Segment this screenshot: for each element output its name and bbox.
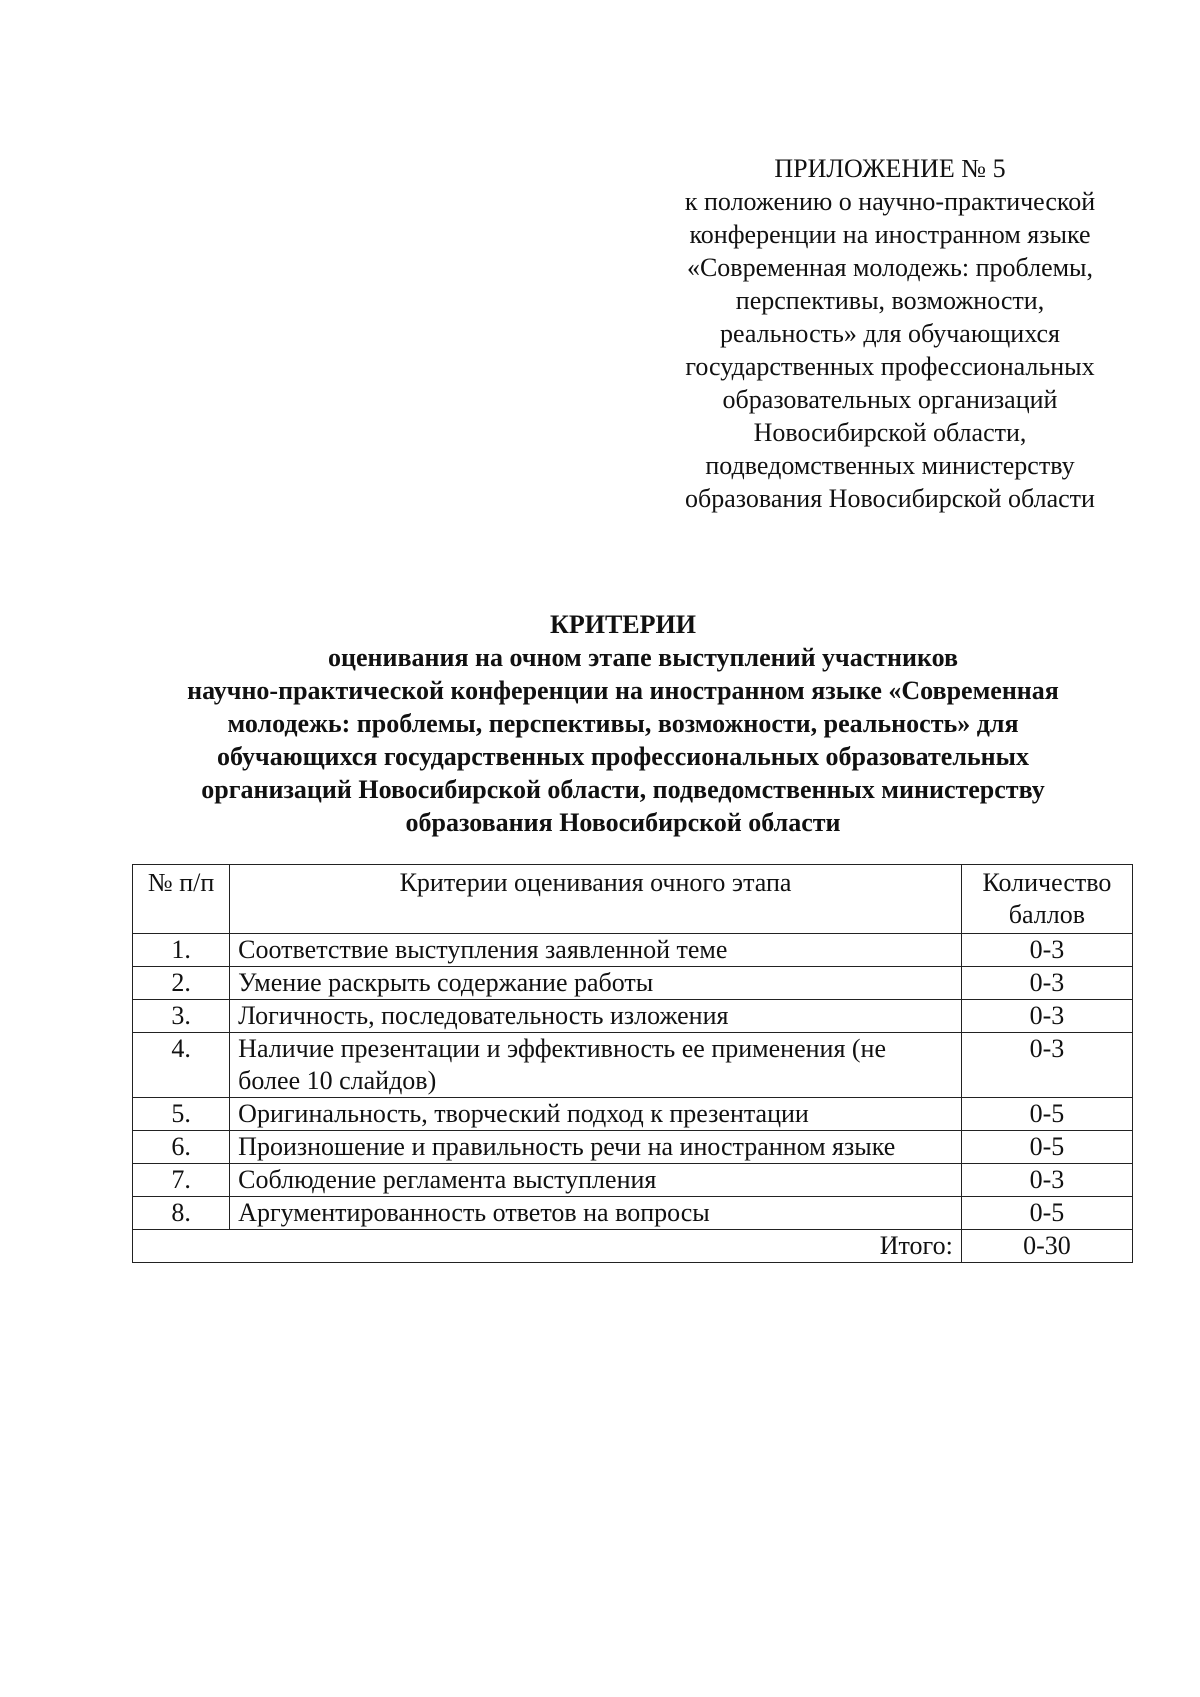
row-criterion: Умение раскрыть содержание работы bbox=[230, 967, 962, 1000]
title-line: образования Новосибирской области bbox=[405, 808, 841, 837]
table-row bbox=[133, 1098, 1133, 1131]
appendix-line: государственных профессиональных bbox=[685, 352, 1095, 381]
title-line: обучающихся государственных профессиональных образовательных bbox=[217, 742, 1029, 771]
appendix-line: образовательных организаций bbox=[722, 385, 1058, 414]
row-score: 0-3 bbox=[961, 1000, 1132, 1033]
appendix-line: реальность» для обучающихся bbox=[720, 319, 1060, 348]
row-criterion: Оригинальность, творческий подход к презентации bbox=[230, 1098, 962, 1131]
appendix-line: перспективы, возможности, bbox=[735, 286, 1045, 315]
appendix-line: «Современная молодежь: проблемы, bbox=[686, 253, 1094, 282]
row-criterion: Произношение и правильность речи на иностранном языке bbox=[230, 1131, 962, 1164]
row-score: 0-5 bbox=[961, 1131, 1132, 1164]
title-line: научно-практической конференции на иностранном языке «Современная bbox=[187, 676, 1059, 705]
row-number: 1. bbox=[133, 934, 230, 967]
table-row bbox=[133, 967, 1133, 1000]
row-number: 6. bbox=[133, 1131, 230, 1164]
total-row bbox=[133, 1230, 1133, 1263]
total-label: Итого: bbox=[133, 1230, 962, 1263]
row-number: 8. bbox=[133, 1197, 230, 1230]
appendix-line: Новосибирской области, bbox=[753, 418, 1027, 447]
header-score-line: Количество bbox=[982, 868, 1112, 897]
table-row bbox=[133, 1197, 1133, 1230]
row-score: 0-3 bbox=[961, 1033, 1132, 1098]
row-criterion: Соблюдение регламента выступления bbox=[230, 1164, 962, 1197]
row-number: 2. bbox=[133, 967, 230, 1000]
header-criterion: Критерии оценивания очного этапа bbox=[230, 865, 962, 934]
title-line: молодежь: проблемы, перспективы, возможности, реальность» для bbox=[227, 709, 1019, 738]
table-row bbox=[133, 1131, 1133, 1164]
title-line: организаций Новосибирской области, подведомственных министерству bbox=[201, 775, 1045, 804]
criteria-table bbox=[132, 864, 1133, 1263]
appendix-block bbox=[665, 152, 1115, 515]
row-score: 0-3 bbox=[961, 934, 1132, 967]
document-title bbox=[150, 608, 1096, 839]
row-criterion: Аргументированность ответов на вопросы bbox=[230, 1197, 962, 1230]
header-number: № п/п bbox=[133, 865, 230, 934]
appendix-line: конференции на иностранном языке bbox=[689, 220, 1091, 249]
row-number: 7. bbox=[133, 1164, 230, 1197]
row-criterion: Наличие презентации и эффективность ее применения (не более 10 слайдов) bbox=[230, 1033, 962, 1098]
appendix-line: к положению о научно-практической bbox=[684, 187, 1096, 216]
row-score: 0-3 bbox=[961, 1164, 1132, 1197]
row-score: 0-3 bbox=[961, 967, 1132, 1000]
row-number: 3. bbox=[133, 1000, 230, 1033]
appendix-line: образования Новосибирской области bbox=[685, 484, 1095, 513]
table-row bbox=[133, 1164, 1133, 1197]
header-score bbox=[961, 865, 1132, 934]
row-criterion: Логичность, последовательность изложения bbox=[230, 1000, 962, 1033]
header-score-line: баллов bbox=[1008, 900, 1086, 929]
row-criterion: Соответствие выступления заявленной теме bbox=[230, 934, 962, 967]
title-heading: КРИТЕРИИ bbox=[550, 610, 696, 639]
appendix-number: ПРИЛОЖЕНИЕ № 5 bbox=[774, 154, 1006, 183]
table-header-row bbox=[133, 865, 1133, 934]
row-score: 0-5 bbox=[961, 1098, 1132, 1131]
row-number: 4. bbox=[133, 1033, 230, 1098]
table-row bbox=[133, 934, 1133, 967]
title-line: оценивания на очном этапе выступлений участников bbox=[327, 643, 959, 672]
table-row bbox=[133, 1033, 1133, 1098]
appendix-line: подведомственных министерству bbox=[705, 451, 1075, 480]
row-score: 0-5 bbox=[961, 1197, 1132, 1230]
row-number: 5. bbox=[133, 1098, 230, 1131]
total-score: 0-30 bbox=[961, 1230, 1132, 1263]
table-row bbox=[133, 1000, 1133, 1033]
